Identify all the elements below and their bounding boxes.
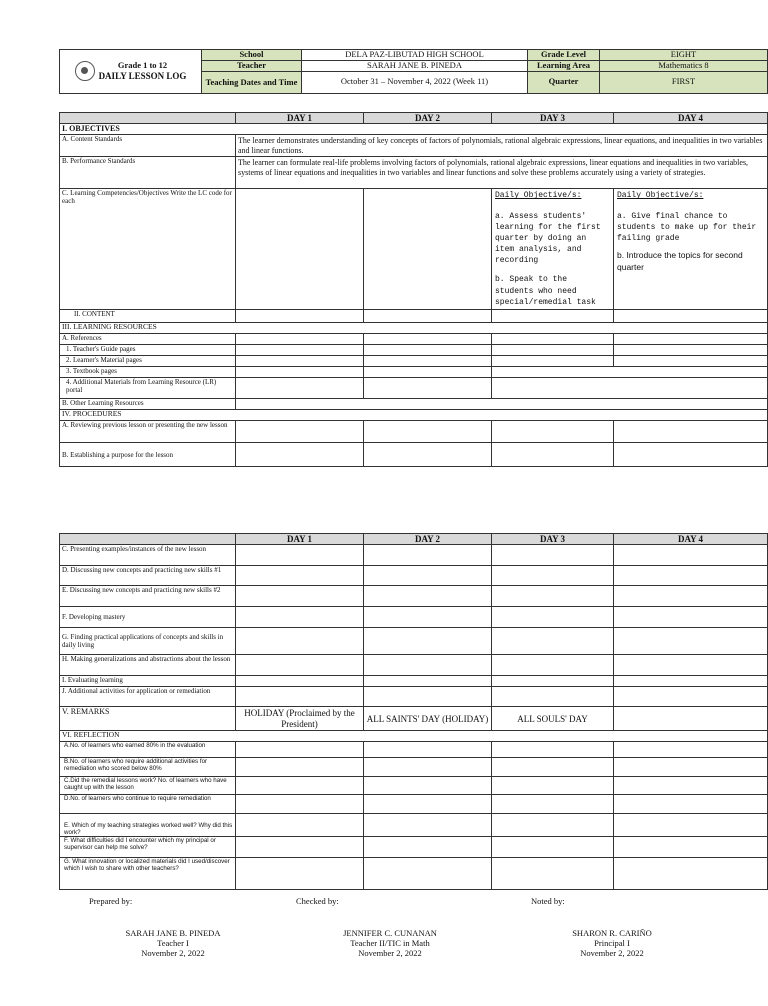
tb-day1 bbox=[236, 367, 364, 378]
d2-day4 bbox=[614, 586, 768, 607]
ev-day4 bbox=[614, 676, 768, 687]
competencies-day2 bbox=[364, 189, 492, 310]
content-day2 bbox=[364, 310, 492, 323]
checked-title: Teacher II/TIC in Math bbox=[350, 938, 430, 949]
school-label: School bbox=[202, 50, 302, 61]
teacher-value: SARAH JANE B. PINEDA bbox=[302, 60, 528, 71]
checked-signature-block bbox=[310, 928, 470, 959]
lm-day2 bbox=[364, 356, 492, 367]
day4-objective-b: b. Introduce the topics for second quarter bbox=[617, 250, 743, 272]
am-day3-4 bbox=[492, 378, 768, 399]
reflection-f-label: F. What difficulties did I encounter which my principal or supervisor can help me solve? bbox=[60, 837, 236, 858]
d2-day1 bbox=[236, 586, 364, 607]
references-day3 bbox=[492, 334, 614, 345]
prepared-signature-block bbox=[93, 928, 253, 959]
discussing2-label: E. Discussing new concepts and practicing new skills #2 bbox=[60, 586, 236, 607]
am-day2 bbox=[364, 378, 492, 399]
grade-value: EIGHT bbox=[600, 50, 768, 61]
day2-header-2: DAY 2 bbox=[364, 534, 492, 545]
making-label: H. Making generalizations and abstractions about the lesson bbox=[60, 655, 236, 676]
rf-day1 bbox=[236, 837, 364, 858]
additional-label: J. Additional activities for application or remediation bbox=[60, 687, 236, 707]
find-day1 bbox=[236, 628, 364, 655]
reflection-heading: VI. REFLECTION bbox=[60, 731, 768, 742]
rf-day3 bbox=[492, 837, 614, 858]
performance-standards-label: B. Performance Standards bbox=[60, 157, 236, 189]
area-value: Mathematics 8 bbox=[600, 60, 768, 71]
tb-day3-4 bbox=[492, 367, 768, 378]
header-title-cell bbox=[60, 50, 202, 94]
noted-signature-block bbox=[532, 928, 692, 959]
day4-objective-title: Daily Objective/s: bbox=[617, 191, 704, 201]
rg-day3 bbox=[492, 858, 614, 890]
content-day1 bbox=[236, 310, 364, 323]
lm-day4 bbox=[614, 356, 768, 367]
reviewing-label: A. Reviewing previous lesson or presenting the new lesson bbox=[60, 421, 236, 443]
checked-date: November 2, 2022 bbox=[358, 948, 422, 959]
ra-day3 bbox=[492, 742, 614, 758]
d1-day1 bbox=[236, 566, 364, 586]
reflection-b-label: B.No. of learners who require additional activities for remediation who scored below 80% bbox=[60, 758, 236, 777]
teacher-label: Teacher bbox=[202, 60, 302, 71]
reflection-e-label: E. Which of my teaching strategies worked well? Why did this work? bbox=[60, 814, 236, 837]
find-day3 bbox=[492, 628, 614, 655]
developing-label: F. Developing mastery bbox=[60, 607, 236, 628]
d1-day3 bbox=[492, 566, 614, 586]
rev-day4 bbox=[614, 421, 768, 443]
rc-day2 bbox=[364, 777, 492, 795]
header-table bbox=[59, 49, 768, 94]
reflection-g-label: G. What innovation or localized materials did I used/discover which I wish to share with other teachers? bbox=[60, 858, 236, 890]
ra-day2 bbox=[364, 742, 492, 758]
rev-day1 bbox=[236, 421, 364, 443]
tg-day4 bbox=[614, 345, 768, 356]
rd-day4 bbox=[614, 795, 768, 814]
remark-day3: ALL SOULS' DAY bbox=[492, 707, 614, 731]
quarter-value: FIRST bbox=[600, 71, 768, 93]
teachers-guide-label: 1. Teacher's Guide pages bbox=[60, 345, 236, 356]
lm-day1 bbox=[236, 356, 364, 367]
checked-name: JENNIFER C. CUNANAN bbox=[343, 928, 437, 938]
add-day3 bbox=[492, 687, 614, 707]
pres-day3 bbox=[492, 545, 614, 566]
day3-header: DAY 3 bbox=[492, 113, 614, 124]
tb-day2 bbox=[364, 367, 492, 378]
lesson-grid-bottom bbox=[59, 533, 768, 890]
mk-day2 bbox=[364, 655, 492, 676]
dates-label: Teaching Dates and Time bbox=[202, 71, 302, 93]
competencies-day3 bbox=[492, 189, 614, 310]
noted-by-label: Noted by: bbox=[531, 896, 565, 906]
day3-objective-b: b. Speak to the students who need special/remedial task bbox=[495, 275, 596, 307]
learning-resources-heading: III. LEARNING RESOURCES bbox=[60, 323, 768, 334]
procedures-heading: IV. PROCEDURES bbox=[60, 410, 768, 421]
tg-day2 bbox=[364, 345, 492, 356]
title-line2: DAILY LESSON LOG bbox=[98, 70, 187, 81]
discussing1-label: D. Discussing new concepts and practicing new skills #1 bbox=[60, 566, 236, 586]
reflection-c-label: C.Did the remedial lessons work? No. of learners who have caught up with the lesson bbox=[60, 777, 236, 795]
lm-day3 bbox=[492, 356, 614, 367]
rc-day3 bbox=[492, 777, 614, 795]
noted-date: November 2, 2022 bbox=[580, 948, 644, 959]
objectives-heading: I. OBJECTIVES bbox=[60, 124, 768, 135]
rf-day4 bbox=[614, 837, 768, 858]
rb-day2 bbox=[364, 758, 492, 777]
performance-standards-value: The learner can formulate real-life problems involving factors of polynomials, rational algebraic expressions, linear equations and inequalities in two variables, systems of linear equations and inequalities in two variables and linear functions and solve these problems accurately using a variety of strategies. bbox=[236, 157, 768, 189]
references-day2 bbox=[364, 334, 492, 345]
rb-day1 bbox=[236, 758, 364, 777]
noted-name: SHARON R. CARIÑO bbox=[572, 928, 652, 938]
other-resources-label: B. Other Learning Resources bbox=[60, 399, 236, 410]
presenting-label: C. Presenting examples/instances of the new lesson bbox=[60, 545, 236, 566]
mk-day1 bbox=[236, 655, 364, 676]
ev-day1 bbox=[236, 676, 364, 687]
reflection-a-label: A.No. of learners who earned 80% in the evaluation bbox=[60, 742, 236, 758]
day4-header: DAY 4 bbox=[614, 113, 768, 124]
quarter-label: Quarter bbox=[528, 71, 600, 93]
rg-day2 bbox=[364, 858, 492, 890]
content-label: II. CONTENT bbox=[60, 310, 236, 323]
add-day1 bbox=[236, 687, 364, 707]
day3-objective-a: a. Assess students' learning for the first quarter by doing an item analysis, and recording bbox=[495, 211, 601, 266]
day4-header-2: DAY 4 bbox=[614, 534, 768, 545]
finding-label: G. Finding practical applications of concepts and skills in daily living bbox=[60, 628, 236, 655]
am-day1 bbox=[236, 378, 364, 399]
rd-day2 bbox=[364, 795, 492, 814]
textbook-label: 3. Textbook pages bbox=[60, 367, 236, 378]
rev-day2 bbox=[364, 421, 492, 443]
est-day4 bbox=[614, 443, 768, 467]
content-day3 bbox=[492, 310, 614, 323]
re-day3 bbox=[492, 814, 614, 837]
additional-materials-label: 4. Additional Materials from Learning Resource (LR) portal bbox=[60, 378, 236, 399]
remark-day1: HOLIDAY (Proclaimed by the President) bbox=[236, 707, 364, 731]
checked-by-label: Checked by: bbox=[296, 896, 339, 906]
grade-label: Grade Level bbox=[528, 50, 600, 61]
prepared-name: SARAH JANE B. PINEDA bbox=[125, 928, 221, 938]
mk-day3 bbox=[492, 655, 614, 676]
dev-day3 bbox=[492, 607, 614, 628]
references-label: A. References bbox=[60, 334, 236, 345]
dates-value: October 31 – November 4, 2022 (Week 11) bbox=[302, 71, 528, 93]
competencies-day1 bbox=[236, 189, 364, 310]
rev-day3 bbox=[492, 421, 614, 443]
content-day4 bbox=[614, 310, 768, 323]
day3-objective-title: Daily Objective/s: bbox=[495, 191, 582, 201]
area-label: Learning Area bbox=[528, 60, 600, 71]
day1-header: DAY 1 bbox=[236, 113, 364, 124]
rd-day3 bbox=[492, 795, 614, 814]
dev-day2 bbox=[364, 607, 492, 628]
establishing-label: B. Establishing a purpose for the lesson bbox=[60, 443, 236, 467]
d1-day4 bbox=[614, 566, 768, 586]
est-day2 bbox=[364, 443, 492, 467]
est-day3 bbox=[492, 443, 614, 467]
est-day1 bbox=[236, 443, 364, 467]
references-day4 bbox=[614, 334, 768, 345]
mk-day4 bbox=[614, 655, 768, 676]
title-line1: Grade 1 to 12 bbox=[117, 60, 168, 71]
rg-day4 bbox=[614, 858, 768, 890]
dev-day4 bbox=[614, 607, 768, 628]
corner-header-cell-2 bbox=[60, 534, 236, 545]
reflection-d-label: D.No. of learners who continue to require remediation bbox=[60, 795, 236, 814]
deped-logo-icon bbox=[75, 61, 95, 81]
day1-header-2: DAY 1 bbox=[236, 534, 364, 545]
lesson-grid-top bbox=[59, 112, 768, 467]
pres-day2 bbox=[364, 545, 492, 566]
competencies-label: C. Learning Competencies/Objectives Write the LC code for each bbox=[60, 189, 236, 310]
ev-day2 bbox=[364, 676, 492, 687]
rc-day1 bbox=[236, 777, 364, 795]
dev-day1 bbox=[236, 607, 364, 628]
pres-day1 bbox=[236, 545, 364, 566]
day2-header: DAY 2 bbox=[364, 113, 492, 124]
learners-material-label: 2. Learner's Material pages bbox=[60, 356, 236, 367]
re-day1 bbox=[236, 814, 364, 837]
content-standards-value: The learner demonstrates understanding of key concepts of factors of polynomials, rational algebraic expressions, linear equations, and inequalities in two variables and linear functions. bbox=[236, 135, 768, 157]
pres-day4 bbox=[614, 545, 768, 566]
add-day4 bbox=[614, 687, 768, 707]
ra-day4 bbox=[614, 742, 768, 758]
day4-objective-a: a. Give final chance to students to make up for their failing grade bbox=[617, 211, 757, 243]
rc-day4 bbox=[614, 777, 768, 795]
content-standards-label: A. Content Standards bbox=[60, 135, 236, 157]
rg-day1 bbox=[236, 858, 364, 890]
competencies-day4 bbox=[614, 189, 768, 310]
re-day2 bbox=[364, 814, 492, 837]
find-day2 bbox=[364, 628, 492, 655]
tg-day1 bbox=[236, 345, 364, 356]
ev-day3 bbox=[492, 676, 614, 687]
remarks-label: V. REMARKS bbox=[60, 707, 236, 731]
references-day1 bbox=[236, 334, 364, 345]
d2-day2 bbox=[364, 586, 492, 607]
rf-day2 bbox=[364, 837, 492, 858]
corner-header-cell bbox=[60, 113, 236, 124]
add-day2 bbox=[364, 687, 492, 707]
tg-day3 bbox=[492, 345, 614, 356]
remark-day2: ALL SAINTS' DAY (HOLIDAY) bbox=[364, 707, 492, 731]
other-resources-value bbox=[236, 399, 768, 410]
remark-day4 bbox=[614, 707, 768, 731]
rb-day3 bbox=[492, 758, 614, 777]
re-day4 bbox=[614, 814, 768, 837]
d2-day3 bbox=[492, 586, 614, 607]
noted-title: Principal I bbox=[594, 938, 630, 949]
prepared-by-label: Prepared by: bbox=[89, 896, 133, 906]
prepared-title: Teacher I bbox=[157, 938, 189, 949]
school-value: DELA PAZ-LIBUTAD HIGH SCHOOL bbox=[302, 50, 528, 61]
ra-day1 bbox=[236, 742, 364, 758]
evaluating-label: I. Evaluating learning bbox=[60, 676, 236, 687]
day3-header-2: DAY 3 bbox=[492, 534, 614, 545]
d1-day2 bbox=[364, 566, 492, 586]
rd-day1 bbox=[236, 795, 364, 814]
rb-day4 bbox=[614, 758, 768, 777]
prepared-date: November 2, 2022 bbox=[141, 948, 205, 959]
find-day4 bbox=[614, 628, 768, 655]
